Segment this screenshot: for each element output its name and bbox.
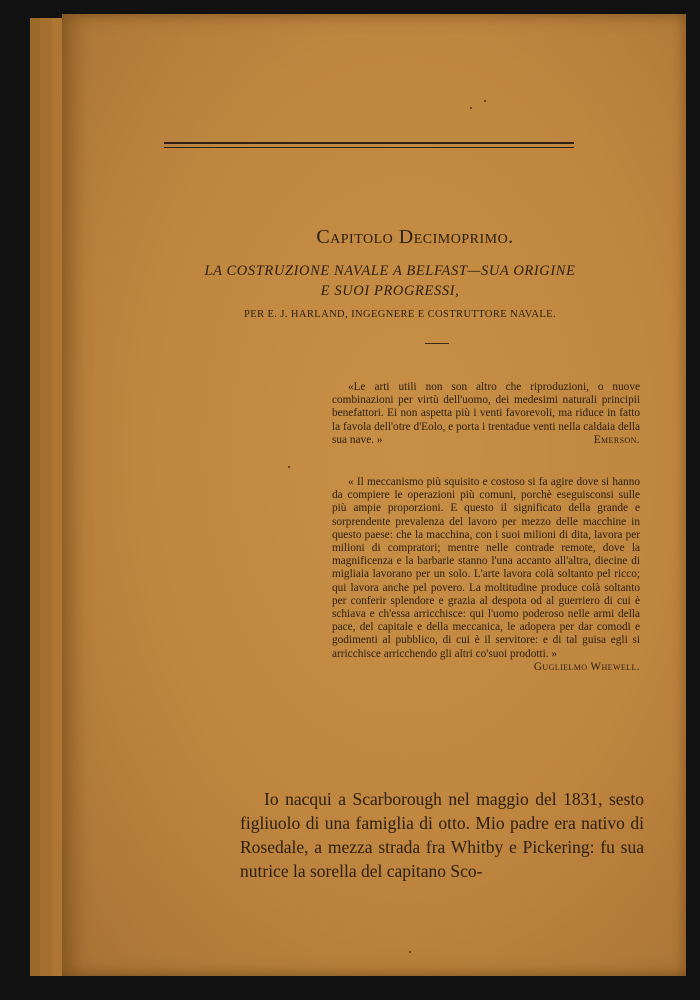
epigraph-attribution: Emerson.	[593, 433, 640, 446]
paper-speck	[484, 100, 486, 102]
paper-speck	[409, 951, 411, 953]
epigraph-emerson	[332, 381, 640, 447]
epigraph-attribution: Guglielmo Whewell.	[533, 660, 640, 673]
epigraph-text: «Le arti utili non son altro che riproduzioni, o nuove combinazioni per virtù dell'uomo, dei medesimi naturali principii benefattori. Ei non aspetta più i venti favorevoli, ma riduce in fatto la favola dell'otre d'Eolo, e porta i trentadue venti nella caldaia della sua nave. »	[332, 381, 640, 446]
chapter-heading	[0, 226, 700, 249]
epigraph-text: « Il meccanismo più squisito e costoso si fa agire dove si hanno da compiere le operazioni più comuni, porchè eseguisconsi sulle più ampie proporzioni. E questo il significato della grande e sorprendente prevalenza del lavoro per mezzo delle macchine in questo paese: che la macchina, con i suoi milioni di dita, lavora per milioni di compratori; mentre nelle contrade remote, dove la magnificenza e la barbarie stanno l'una accanto all'altra, diecine di migliaia lavorano per un solo. L'arte lavora colà soltanto pel ricco; qui lavora anche pel povero. La moltitudine produce colà soltanto per conferir splendore e grazia al despota od al guerriero di cui è schiava e ch'essa arricchisce: qui l'uomo poderoso nelle armi della pace, del capitale e della meccanica, le adopera per dar comodi e godimenti al pubblico, di cui è il servitore: e di tal guisa egli si arricchisce arricchendo gli altri co'suoi prodotti. »	[332, 476, 640, 660]
paper-speck	[288, 466, 290, 468]
header-rule	[164, 142, 574, 151]
byline: PER E. J. HARLAND, INGEGNERE E COSTRUTTORE NAVALE.	[244, 309, 556, 320]
body-text	[240, 787, 644, 883]
paper-speck	[470, 107, 472, 109]
epigraph-whewell	[332, 476, 640, 674]
divider	[425, 343, 449, 344]
body-paragraph: Io nacqui a Scarborough nel maggio del 1831, sesto figliuolo di una famiglia di otto. Mio padre era nativo di Rosedale, a mezza strada fra Whitby e Pickering: fu sua nutrice la sorella del capitano Sco-	[240, 789, 644, 881]
chapter-heading-text: Capitolo Decimoprimo.	[316, 226, 514, 248]
chapter-title-line-2: E SUOI PROGRESSI,	[320, 283, 460, 299]
chapter-title-line-1: LA COSTRUZIONE NAVALE A BELFAST—SUA ORIGINE	[204, 263, 576, 279]
